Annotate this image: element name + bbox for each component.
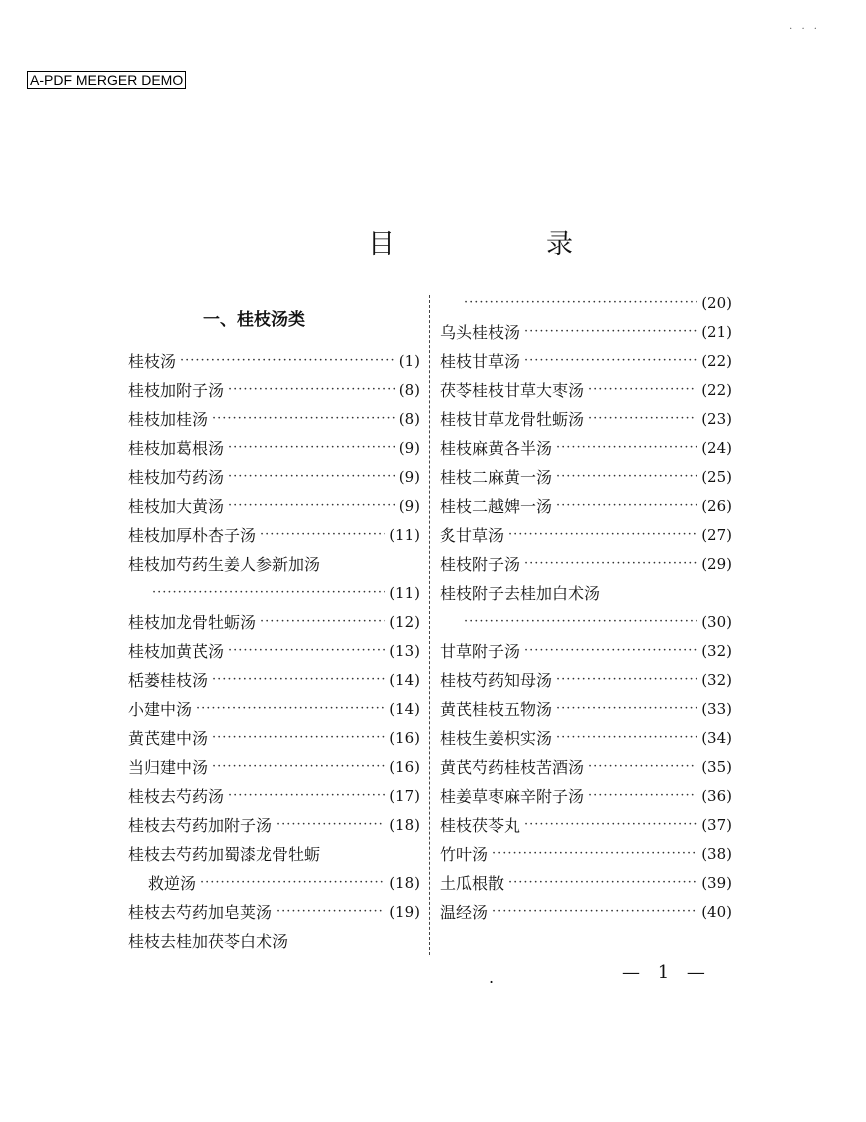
toc-leader-dots <box>524 556 697 571</box>
toc-entry[interactable] <box>128 346 420 375</box>
toc-entry[interactable] <box>128 839 420 868</box>
toc-entry-page: (8) <box>398 409 420 428</box>
toc-entry-page: (33) <box>701 699 732 718</box>
toc-leader-dots <box>556 469 697 484</box>
toc-leader-dots <box>588 411 697 426</box>
toc-entry-title: 桂枝生姜枳实汤 <box>440 729 553 748</box>
toc-entry-page: (36) <box>701 786 732 805</box>
toc-entry-page: (39) <box>701 873 732 892</box>
toc-entry[interactable] <box>128 868 420 897</box>
toc-entry-page: (35) <box>701 757 732 776</box>
toc-entry-title: 乌头桂枝汤 <box>440 323 521 342</box>
toc-entry-page: (37) <box>701 815 732 834</box>
scan-specks: · · · <box>789 24 820 35</box>
toc-entry[interactable] <box>128 694 420 723</box>
toc-leader-dots <box>588 788 697 803</box>
toc-entry-title: 黄芪桂枝五物汤 <box>440 700 553 719</box>
toc-entry-title: 桂枝二越婢一汤 <box>440 497 553 516</box>
toc-leader-dots <box>588 759 697 774</box>
toc-entry-title: 桂枝加龙骨牡蛎汤 <box>128 613 257 632</box>
toc-entry[interactable] <box>128 926 420 955</box>
toc-leader-dots <box>212 759 385 774</box>
toc-entry-title: 桂枝加黄芪汤 <box>128 642 225 661</box>
toc-entry[interactable] <box>440 549 732 578</box>
toc-entry-page: (34) <box>701 728 732 747</box>
toc-leader-dots <box>276 904 385 919</box>
toc-entry[interactable] <box>440 317 732 346</box>
toc-entry[interactable] <box>440 375 732 404</box>
toc-leader-dots <box>212 672 385 687</box>
toc-leader-dots <box>556 498 697 513</box>
toc-entry-title: 桂枝去芍药加皂荚汤 <box>128 903 273 922</box>
toc-leader-dots <box>228 498 395 513</box>
toc-entry[interactable] <box>128 810 420 839</box>
page-number: — 1 — <box>622 962 711 983</box>
toc-entry-title: 竹叶汤 <box>440 845 489 864</box>
toc-leader-dots <box>556 672 697 687</box>
toc-entry-title: 桂枝甘草汤 <box>440 352 521 371</box>
toc-leader-dots <box>508 527 697 542</box>
toc-entry-page: (9) <box>398 438 420 457</box>
toc-leader-dots <box>228 469 395 484</box>
toc-entry[interactable] <box>440 781 732 810</box>
toc-entry-title: 桂枝去芍药加附子汤 <box>128 816 273 835</box>
toc-leader-dots <box>556 701 697 716</box>
toc-entry-title: 温经汤 <box>440 903 489 922</box>
toc-entry-title: 当归建中汤 <box>128 758 209 777</box>
toc-entry-title: 桂枝加附子汤 <box>128 381 225 400</box>
toc-leader-dots <box>588 382 697 397</box>
toc-entry[interactable] <box>128 520 420 549</box>
toc-entry-title: 桂枝加芍药汤 <box>128 468 225 487</box>
toc-entry-title: 土瓜根散 <box>440 874 505 893</box>
toc-leader-dots <box>260 614 385 629</box>
toc-left-column <box>128 288 420 955</box>
toc-entry[interactable] <box>128 636 420 665</box>
toc-leader-dots <box>152 585 385 600</box>
toc-leader-dots <box>556 440 697 455</box>
toc-entry-title: 桂枝甘草龙骨牡蛎汤 <box>440 410 585 429</box>
toc-entry-page: (23) <box>701 409 732 428</box>
toc-entry[interactable] <box>440 433 732 462</box>
toc-entry-page: (18) <box>389 815 420 834</box>
toc-entry-page: (22) <box>701 380 732 399</box>
toc-leader-dots <box>524 353 697 368</box>
toc-entry-page: (27) <box>701 525 732 544</box>
toc-entry-page: (30) <box>701 612 732 631</box>
toc-entry[interactable] <box>440 404 732 433</box>
toc-entry-page: (8) <box>398 380 420 399</box>
toc-entry[interactable] <box>440 607 732 636</box>
toc-entry[interactable] <box>128 665 420 694</box>
toc-leader-dots <box>228 382 395 397</box>
toc-entry-page: (32) <box>701 670 732 689</box>
toc-entry-page: (19) <box>389 902 420 921</box>
toc-entry[interactable] <box>128 578 420 607</box>
toc-entry-title: 桂枝去桂加茯苓白术汤 <box>128 932 289 951</box>
toc-entry-page: (17) <box>389 786 420 805</box>
toc-entry[interactable] <box>128 375 420 404</box>
toc-entry[interactable] <box>128 723 420 752</box>
toc-leader-dots <box>556 730 697 745</box>
toc-entry-title: 桂枝去芍药加蜀漆龙骨牡蛎 <box>128 845 321 864</box>
toc-leader-dots <box>180 353 395 368</box>
toc-entry-page: (40) <box>701 902 732 921</box>
toc-entry[interactable] <box>128 462 420 491</box>
toc-entry[interactable] <box>440 752 732 781</box>
toc-entry[interactable] <box>440 868 732 897</box>
toc-entry[interactable] <box>440 665 732 694</box>
toc-entry[interactable] <box>440 520 732 549</box>
toc-entry-title: 桂枝麻黄各半汤 <box>440 439 553 458</box>
toc-entry-page: (21) <box>701 322 732 341</box>
toc-entry-page: (24) <box>701 438 732 457</box>
toc-entry-page: (16) <box>389 728 420 747</box>
toc-leader-dots <box>212 411 395 426</box>
toc-leader-dots <box>464 614 697 629</box>
scan-dot: . <box>489 968 495 987</box>
toc-entry-page: (38) <box>701 844 732 863</box>
toc-leader-dots <box>524 324 697 339</box>
toc-entry-page: (12) <box>389 612 420 631</box>
toc-entry-page: (18) <box>389 873 420 892</box>
toc-entry-page: (9) <box>398 496 420 515</box>
toc-entry-title: 桂枝附子去桂加白术汤 <box>440 584 601 603</box>
toc-entry-page: (16) <box>389 757 420 776</box>
toc-entry-title: 桂枝加芍药生姜人参新加汤 <box>128 555 321 574</box>
toc-entry[interactable] <box>128 752 420 781</box>
section-heading: 一、桂枝汤类 <box>203 309 305 330</box>
toc-leader-dots <box>508 875 697 890</box>
toc-entry-page: (22) <box>701 351 732 370</box>
toc-leader-dots <box>276 817 385 832</box>
toc-entry[interactable] <box>440 897 732 926</box>
toc-entry-title: 桂枝芍药知母汤 <box>440 671 553 690</box>
toc-leader-dots <box>212 730 385 745</box>
toc-entry-title: 桂枝加大黄汤 <box>128 497 225 516</box>
toc-leader-dots <box>492 904 697 919</box>
toc-entry[interactable] <box>440 462 732 491</box>
toc-entry-page: (25) <box>701 467 732 486</box>
toc-entry[interactable] <box>128 607 420 636</box>
toc-leader-dots <box>228 643 385 658</box>
toc-entry-title: 桂枝加葛根汤 <box>128 439 225 458</box>
toc-entry-title: 桂枝附子汤 <box>440 555 521 574</box>
toc-entry[interactable] <box>440 694 732 723</box>
toc-entry[interactable] <box>440 636 732 665</box>
toc-entry[interactable] <box>440 810 732 839</box>
toc-entry-page: (20) <box>701 293 732 312</box>
toc-entry-title: 炙甘草汤 <box>440 526 505 545</box>
toc-entry-page: (9) <box>398 467 420 486</box>
toc-entry-title: 茯苓桂枝甘草大枣汤 <box>440 381 585 400</box>
toc-leader-dots <box>524 643 697 658</box>
toc-entry-title: 黄芪芍药桂枝苦酒汤 <box>440 758 585 777</box>
column-divider <box>429 295 430 955</box>
toc-entry-title: 栝蒌桂枝汤 <box>128 671 209 690</box>
toc-leader-dots <box>200 875 385 890</box>
toc-entry-page: (29) <box>701 554 732 573</box>
watermark-label: A-PDF MERGER DEMO <box>27 71 186 89</box>
toc-entry-page: (13) <box>389 641 420 660</box>
toc-entry-title: 桂枝去芍药汤 <box>128 787 225 806</box>
toc-leader-dots <box>196 701 385 716</box>
toc-leader-dots <box>228 440 395 455</box>
toc-entry-title: 黄芪建中汤 <box>128 729 209 748</box>
toc-entry[interactable] <box>440 723 732 752</box>
toc-entry-title: 救逆汤 <box>148 874 197 893</box>
toc-entry[interactable] <box>440 491 732 520</box>
toc-entry[interactable] <box>128 897 420 926</box>
toc-entry[interactable] <box>128 404 420 433</box>
page-title: 目 录 <box>368 229 635 260</box>
toc-entry-title: 桂枝汤 <box>128 352 177 371</box>
toc-entry-page: (14) <box>389 699 420 718</box>
toc-entry-page: (1) <box>398 351 420 370</box>
toc-entry[interactable] <box>128 781 420 810</box>
toc-right-column <box>440 288 732 926</box>
toc-entry-page: (14) <box>389 670 420 689</box>
toc-entry-title: 桂枝加桂汤 <box>128 410 209 429</box>
toc-entry-page: (26) <box>701 496 732 515</box>
toc-entry[interactable] <box>128 433 420 462</box>
toc-entry-title: 桂枝茯苓丸 <box>440 816 521 835</box>
toc-entry-page: (32) <box>701 641 732 660</box>
toc-entry[interactable] <box>128 491 420 520</box>
toc-entry[interactable] <box>128 549 420 578</box>
toc-entry[interactable] <box>440 839 732 868</box>
toc-entry-title: 桂姜草枣麻辛附子汤 <box>440 787 585 806</box>
toc-entry[interactable] <box>440 578 732 607</box>
toc-entry-page: (11) <box>389 525 420 544</box>
toc-entry-title: 甘草附子汤 <box>440 642 521 661</box>
toc-entry-page: (11) <box>389 583 420 602</box>
toc-entry-title: 桂枝加厚朴杏子汤 <box>128 526 257 545</box>
toc-leader-dots <box>524 817 697 832</box>
toc-leader-dots <box>260 527 385 542</box>
toc-leader-dots <box>228 788 385 803</box>
toc-leader-dots <box>464 295 697 310</box>
toc-entry-title: 小建中汤 <box>128 700 193 719</box>
toc-entry[interactable] <box>440 288 732 317</box>
toc-leader-dots <box>492 846 697 861</box>
toc-entry[interactable] <box>440 346 732 375</box>
toc-entry-title: 桂枝二麻黄一汤 <box>440 468 553 487</box>
